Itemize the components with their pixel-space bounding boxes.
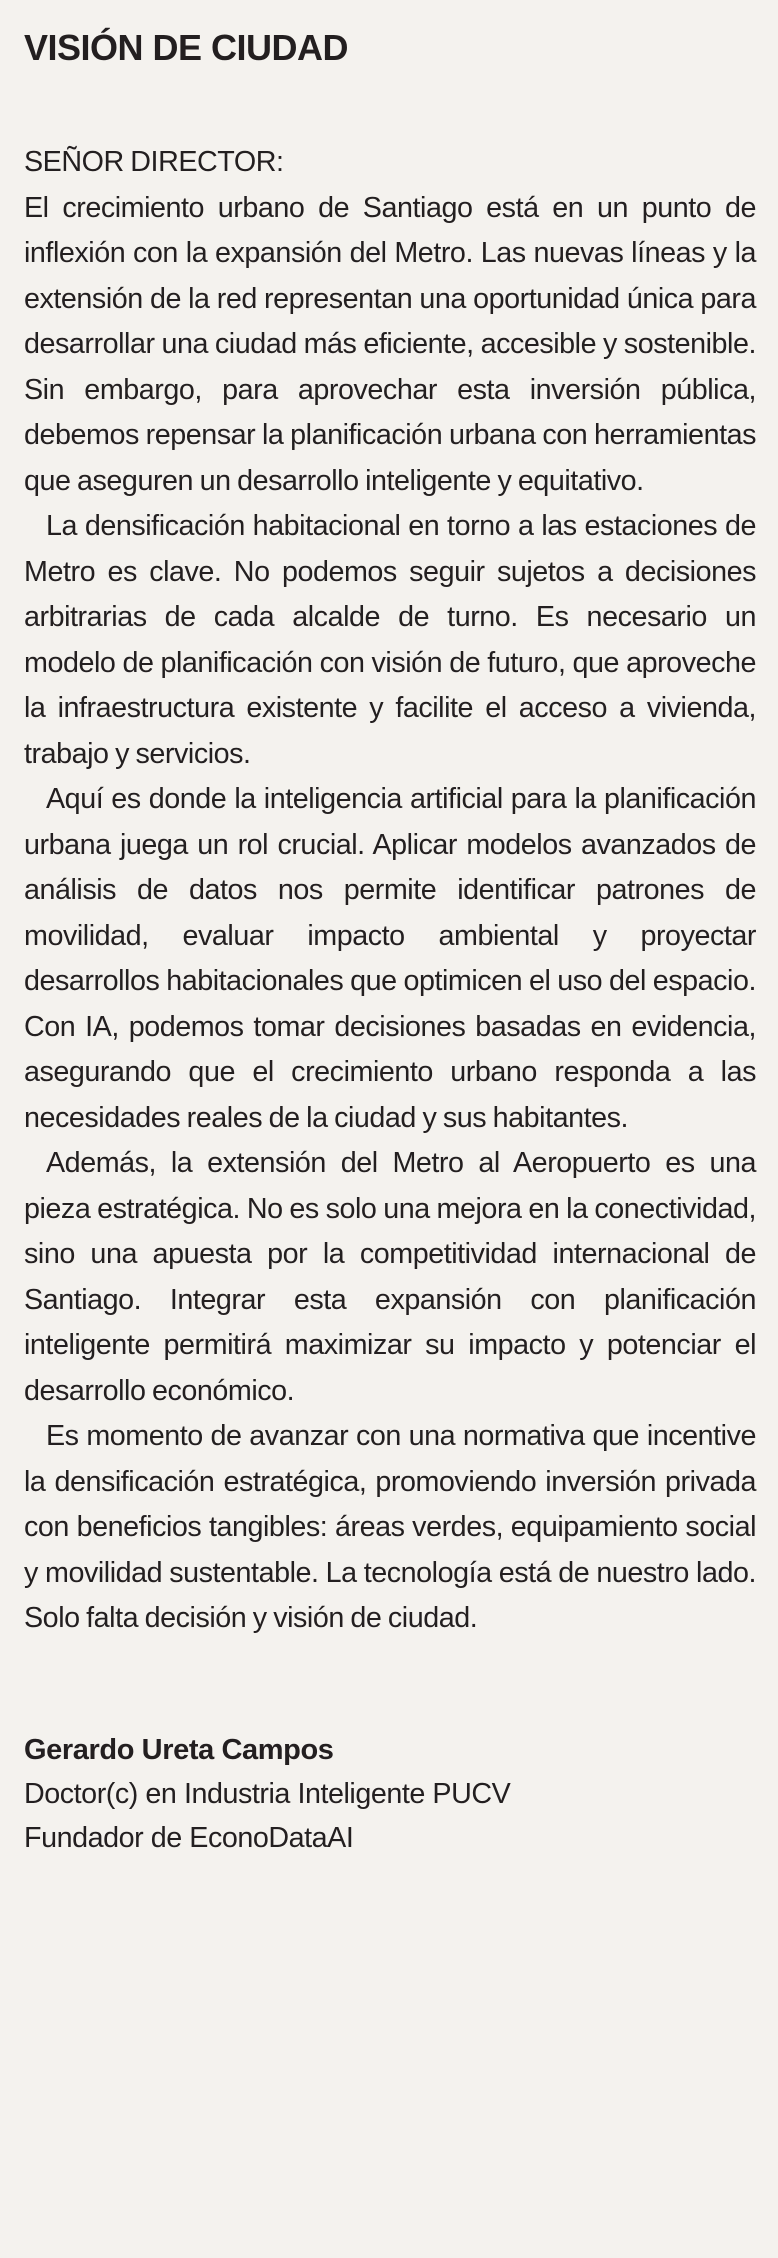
letter-paragraph-3: Aquí es donde la inteligencia artificial para la planificación urbana juega un rol crucial. Aplicar modelos avanzados de análisis de datos nos permite identificar patrones de movilidad, evaluar impacto ambiental y proyectar desarrollos habitacionales que optimicen el uso del espacio. Con IA, podemos tomar decisiones basadas en evidencia, asegurando que el crecimiento urbano responda a las necesidades reales de la ciudad y sus habitantes. bbox=[24, 783, 756, 1134]
letter-signature bbox=[24, 1728, 756, 1860]
letter-paragraph-5: Es momento de avanzar con una normativa que incentive la densificación estratégica, promoviendo inversión privada con beneficios tangibles: áreas verdes, equipamiento social y movilidad sustentable. La tecnología está de nuestro lado. Solo falta decisión y visión de ciudad. bbox=[24, 1420, 756, 1634]
author-name: Gerardo Ureta Campos bbox=[24, 1733, 334, 1766]
letter-salutation: SEÑOR DIRECTOR: bbox=[24, 146, 284, 178]
letter-title: VISIÓN DE CIUDAD bbox=[24, 27, 349, 68]
letter-paragraph-2: La densificación habitacional en torno a las estaciones de Metro es clave. No podemos seguir sujetos a decisiones arbitrarias de cada alcalde de turno. Es necesario un modelo de planificación con visión de futuro, que aproveche la infraestructura existente y facilite el acceso a vivienda, trabajo y servicios. bbox=[24, 510, 756, 770]
author-title: Doctor(c) en Industria Inteligente PUCV bbox=[24, 1777, 511, 1810]
letter-paragraph-1: El crecimiento urbano de Santiago está en un punto de inflexión con la expansión del Metro. Las nuevas líneas y la extensión de la red representan una oportunidad única para desarrollar una ciudad más eficiente, accesible y sostenible. Sin embargo, para aprovechar esta inversión pública, debemos repensar la planificación urbana con herramientas que aseguren un desarrollo inteligente y equitativo. bbox=[24, 191, 756, 497]
author-affiliation: Fundador de EconoDataAI bbox=[24, 1821, 354, 1854]
letter-body bbox=[24, 140, 756, 1642]
letter-paragraph-4: Además, la extensión del Metro al Aeropuerto es una pieza estratégica. No es solo una mejora en la conectividad, sino una apuesta por la competitividad internacional de Santiago. Integrar esta expansión con planificación inteligente permitirá maximizar su impacto y potenciar el desarrollo económico. bbox=[24, 1147, 756, 1407]
